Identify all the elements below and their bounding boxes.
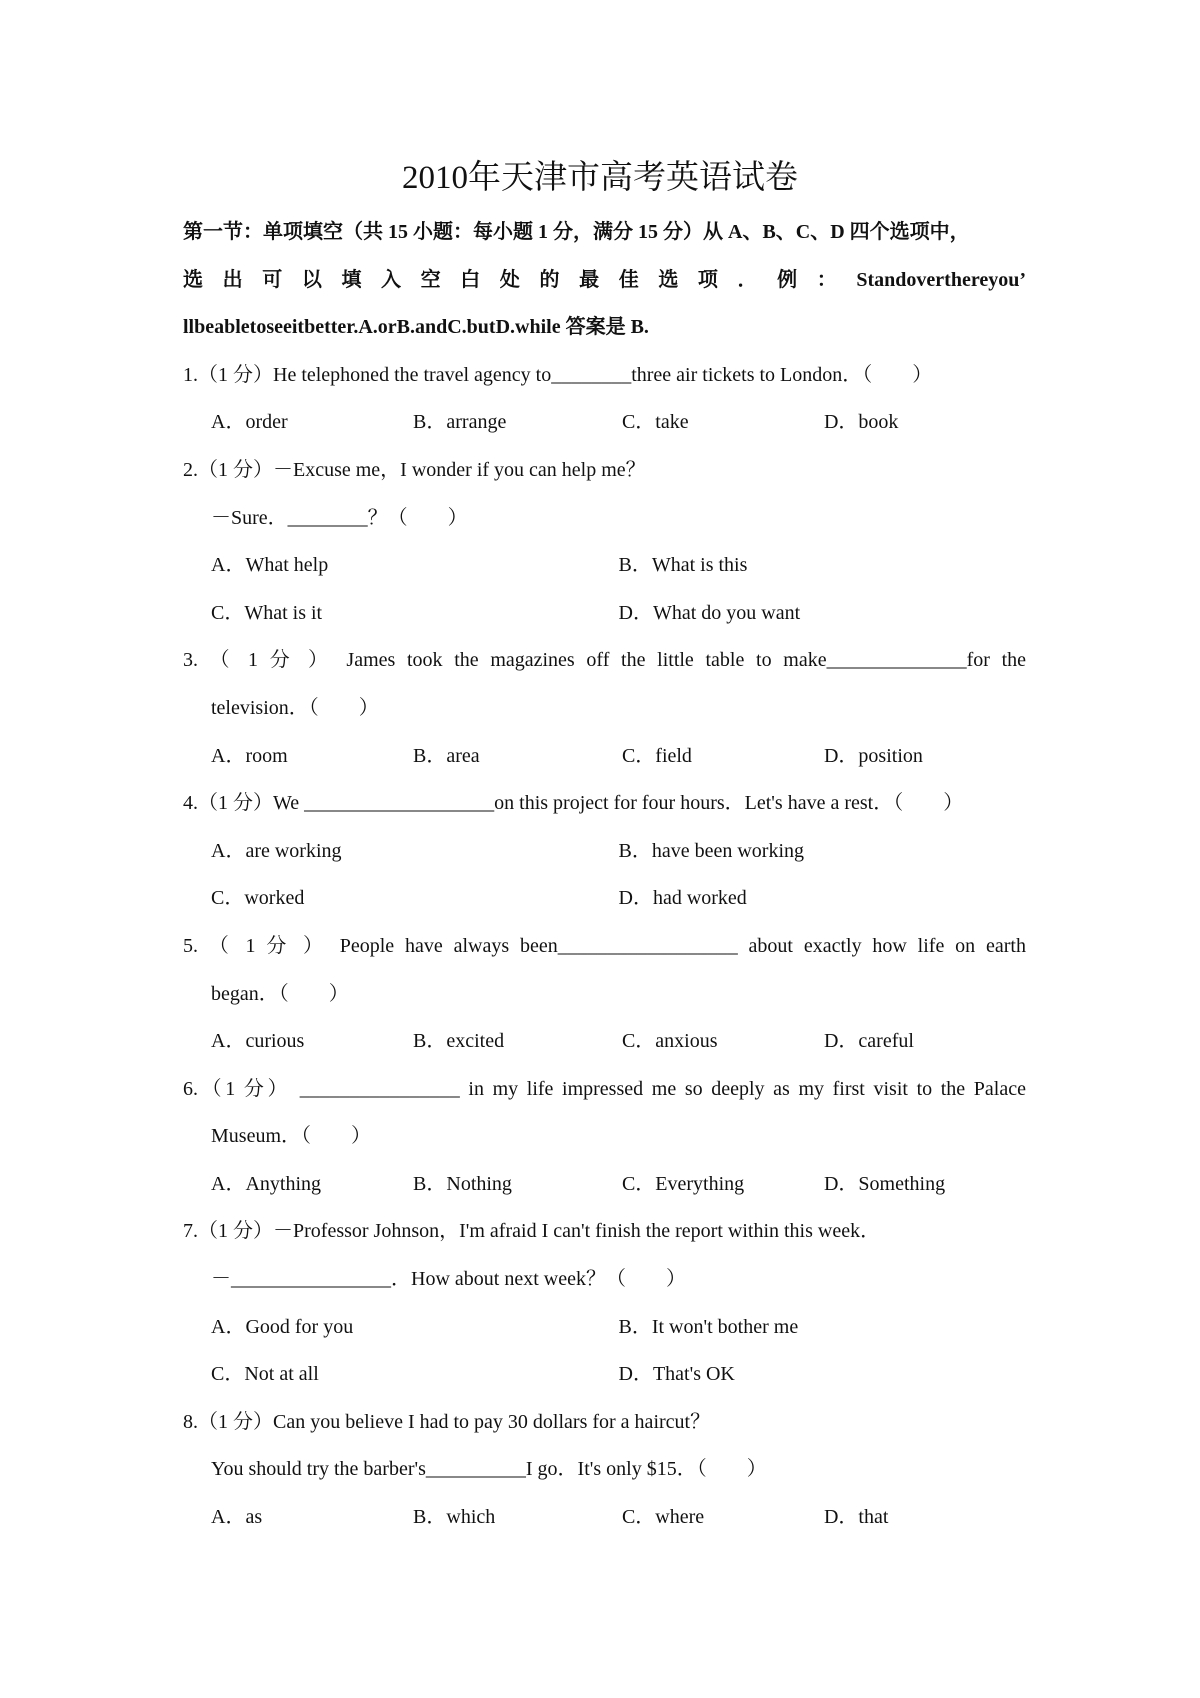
option-text: take (655, 411, 689, 434)
option-d (824, 1018, 1026, 1066)
question-1 (183, 352, 1026, 447)
option-text: curious (245, 1030, 305, 1053)
option-label: D． (823, 1030, 859, 1053)
option-c (622, 1494, 824, 1542)
option-b (413, 399, 622, 447)
instruction-line: 第一节：单项填空（共 15 小题：每小题 1 分，满分 15 分）从 A、B、C、D 四个选项中， (183, 221, 970, 243)
option-text: anxious (655, 1030, 718, 1053)
option-a (211, 1304, 619, 1352)
option-label: D． (823, 1506, 859, 1529)
options-row (183, 542, 1026, 590)
option-d (619, 1351, 1027, 1399)
option-d (619, 590, 1027, 638)
option-text: as (245, 1506, 263, 1529)
options-row (183, 1351, 1026, 1399)
option-label: C． (621, 1030, 656, 1053)
question-stem-continued: －Sure．________？（ ） (211, 506, 468, 529)
question-3 (183, 637, 1026, 780)
option-label: B． (413, 744, 447, 767)
option-d (824, 1161, 1026, 1209)
question-8 (183, 1399, 1026, 1542)
option-text: have been working (651, 839, 805, 862)
option-a (211, 1494, 413, 1542)
option-text: that (858, 1506, 889, 1529)
option-label: B． (618, 554, 652, 577)
exam-content (183, 209, 1026, 1542)
option-text: careful (858, 1030, 914, 1053)
question-6 (183, 1066, 1026, 1209)
option-b (413, 733, 622, 781)
option-d (619, 875, 1027, 923)
option-text: area (446, 744, 480, 767)
option-b (619, 1304, 1027, 1352)
option-text: worked (244, 887, 305, 910)
question-stem: 3. （ 1 分 ） James took the magazines off the little table to make______________for the (183, 649, 1026, 672)
question-5 (183, 923, 1026, 1066)
option-label: A． (211, 411, 246, 434)
option-text: book (858, 411, 899, 434)
option-label: C． (211, 601, 245, 624)
question-stem: 5. （ 1 分 ） People have always been__________________ about exactly how life on earth (183, 934, 1026, 957)
option-text: What do you want (652, 601, 801, 624)
option-text: Everything (655, 1172, 745, 1195)
option-d (824, 399, 1026, 447)
option-label: B． (413, 1172, 447, 1195)
options-row (183, 1161, 1026, 1209)
option-label: C． (211, 1363, 245, 1386)
options-row (183, 1304, 1026, 1352)
page-title: 2010年天津市高考英语试卷 (402, 160, 798, 196)
question-stem: 7.（1 分）－Professor Johnson，I'm afraid I can't finish the report within this week． (183, 1220, 881, 1243)
options-row (183, 733, 1026, 781)
options-row (183, 590, 1026, 638)
option-label: D． (823, 411, 859, 434)
option-label: A． (211, 1172, 246, 1195)
option-c (622, 1161, 824, 1209)
option-text: are working (245, 839, 342, 862)
question-stem-continued: You should try the barber's__________I go．It's only $15．（ ） (211, 1458, 767, 1481)
option-label: B． (413, 1030, 447, 1053)
option-text: That's OK (652, 1363, 735, 1386)
option-text: Good for you (245, 1315, 354, 1338)
option-text: Anything (245, 1172, 322, 1195)
option-text: excited (446, 1030, 505, 1053)
option-text: room (245, 744, 288, 767)
option-c (211, 590, 619, 638)
options-row (183, 875, 1026, 923)
option-label: A． (211, 554, 246, 577)
option-a (211, 828, 619, 876)
option-text: where (655, 1506, 705, 1529)
option-b (413, 1018, 622, 1066)
question-stem: 1.（1 分）He telephoned the travel agency to________three air tickets to London．（ ） (183, 363, 933, 386)
instruction-line: 选 出 可 以 填 入 空 白 处 的 最 佳 选 项 ． 例 ： Standoverthereyou’ (183, 268, 1026, 291)
option-b (413, 1161, 622, 1209)
option-label: C． (211, 887, 245, 910)
option-text: Something (858, 1172, 946, 1195)
option-text: field (655, 744, 692, 767)
option-c (622, 733, 824, 781)
question-stem-continued: began．（ ） (211, 982, 349, 1005)
option-label: A． (211, 744, 246, 767)
option-label: A． (211, 839, 246, 862)
option-a (211, 542, 619, 590)
instruction-line: llbeabletoseeitbetter.A.orB.andC.butD.while 答案是 B. (183, 316, 649, 339)
options-row (183, 828, 1026, 876)
option-text: had worked (652, 887, 747, 910)
option-label: D． (823, 744, 859, 767)
option-c (622, 399, 824, 447)
options-row (183, 399, 1026, 447)
option-label: D． (618, 601, 653, 624)
question-stem: 8.（1 分）Can you believe I had to pay 30 dollars for a haircut？ (183, 1410, 711, 1433)
option-text: Nothing (446, 1172, 512, 1195)
option-c (211, 1351, 619, 1399)
option-label: C． (621, 411, 656, 434)
option-text: which (446, 1506, 496, 1529)
option-label: B． (413, 411, 447, 434)
option-label: C． (621, 744, 656, 767)
options-row (183, 1494, 1026, 1542)
option-text: It won't bother me (651, 1315, 799, 1338)
question-4 (183, 780, 1026, 923)
option-text: What is it (244, 601, 323, 624)
option-label: A． (211, 1315, 246, 1338)
option-label: C． (621, 1506, 656, 1529)
question-stem-continued: television．（ ） (211, 696, 379, 719)
option-label: B． (413, 1506, 447, 1529)
option-label: C． (621, 1172, 656, 1195)
option-text: arrange (446, 411, 507, 434)
option-text: Not at all (244, 1363, 319, 1386)
option-d (824, 1494, 1026, 1542)
option-text: What is this (651, 554, 748, 577)
question-7 (183, 1208, 1026, 1398)
option-label: D． (618, 1363, 653, 1386)
option-text: What help (245, 554, 329, 577)
option-b (413, 1494, 622, 1542)
question-2 (183, 447, 1026, 637)
option-label: D． (618, 887, 653, 910)
question-stem: 4.（1 分）We ___________________on this project for four hours．Let's have a rest．（ ） (183, 792, 964, 815)
option-label: D． (823, 1172, 859, 1195)
option-label: B． (618, 1315, 652, 1338)
option-label: A． (211, 1030, 246, 1053)
question-stem-continued: Museum．（ ） (211, 1125, 371, 1148)
option-a (211, 1018, 413, 1066)
option-a (211, 1161, 413, 1209)
option-a (211, 399, 413, 447)
option-b (619, 542, 1027, 590)
option-b (619, 828, 1027, 876)
option-c (211, 875, 619, 923)
option-d (824, 733, 1026, 781)
option-a (211, 733, 413, 781)
option-c (622, 1018, 824, 1066)
question-stem: 6.（1 分） ________________ in my life impressed me so deeply as my first visit to the Palace (183, 1077, 1026, 1100)
options-row (183, 1018, 1026, 1066)
question-stem-continued: －________________．How about next week？（ ） (211, 1268, 686, 1291)
option-text: position (858, 744, 923, 767)
option-label: A． (211, 1506, 246, 1529)
question-stem: 2.（1 分）－Excuse me，I wonder if you can help me？ (183, 458, 646, 481)
option-label: B． (618, 839, 652, 862)
option-text: order (245, 411, 288, 434)
